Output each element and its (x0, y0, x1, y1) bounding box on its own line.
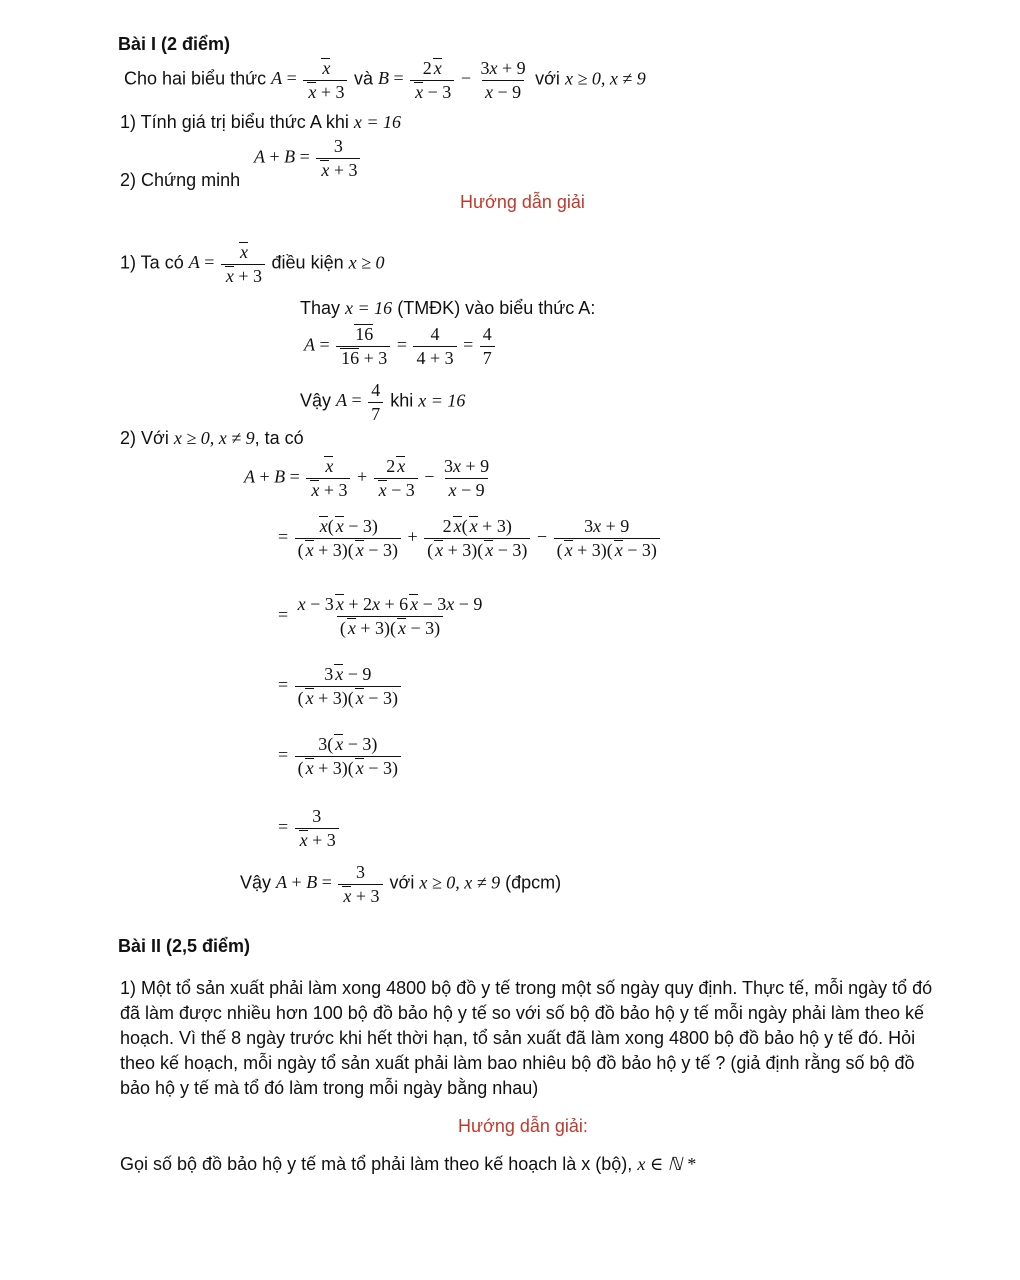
bai1-intro: Cho hai biểu thức (124, 68, 267, 89)
expr-a-def: A = $\frac{x}{x + 3}$ (271, 68, 354, 88)
sol1-thay (300, 298, 595, 320)
bai1-definition (124, 58, 646, 102)
sol1-vay: Vậy (300, 390, 332, 411)
sol1-conclusion (300, 380, 465, 424)
sol1-thay-rest: (TMĐK) vào biểu thức A: (397, 298, 596, 318)
sol1-thay-word: Thay (300, 298, 341, 318)
bai2-problem: 1) Một tổ sản xuất phải làm xong 4800 bộ đồ y tế trong một số ngày quy định. Thực tế, mỗi ngày tổ đó đã làm được nhiều hơn 100 bộ đồ bảo hộ y tế so với số bộ đồ bảo hộ y tế mỗi ngày phải làm theo kế hoạch. Vì thế 8 ngày trước khi hết thời hạn, tổ sản xuất đã làm xong 4800 bộ đồ bảo hộ y tế đó. Hỏi theo kế hoạch, mỗi ngày tổ sản xuất phải làm bao nhiêu bộ đồ bảo hộ y tế ? (giả định rằng số bộ đồ bảo hộ y tế mà tổ đó làm trong mỗi ngày bằng nhau) (120, 978, 933, 1098)
bai1-q1-value: x = 16 (353, 112, 401, 132)
sol2-cond: x ≥ 0, x ≠ 9 (173, 428, 255, 448)
sol1-taco: 1) Ta có (120, 252, 184, 273)
bai2-guide: Hướng dẫn giải: (458, 1116, 588, 1136)
bai1-q1-text: 1) Tính giá trị biểu thức A khi (120, 112, 349, 132)
sol1-khi-value: x = 16 (418, 390, 466, 411)
sol1-thay-value: x = 16 (345, 298, 393, 318)
bai1-guide: Hướng dẫn giải (460, 192, 585, 212)
sol2-step2: = $\frac{x( x - 3)}{( x + 3)( x - 3)}$ + $\frac{2 x( x + 3)}{( x + 3)( x - 3)}$ − $\frac{3x + 9}{( x + 3)( x - 3)}$ (278, 516, 662, 560)
sol2-step5: = $\frac{3( x - 3)}{( x + 3)( x - 3)}$ (278, 734, 403, 778)
sol2-dpcm: (đpcm) (505, 872, 562, 893)
sol2-intro (120, 428, 304, 450)
sol1-line1 (120, 242, 384, 286)
sol2-final-cond: x ≥ 0, x ≠ 9 (419, 872, 501, 893)
expr-b-def: B = $\frac{2 x}{x - 3}$ − $\frac{3x + 9}{x - 9}$ (378, 58, 526, 102)
sol2-step3: = $\frac{x - 3 x + 2x + 6 x - 3x - 9}{( x + 3)( x - 3)}$ (278, 594, 483, 638)
sol1-cond: x ≥ 0 (348, 252, 385, 273)
bai1-condition: x ≥ 0, x ≠ 9 (564, 68, 646, 89)
bai1-va: và (353, 68, 373, 89)
bai1-q1 (120, 112, 401, 134)
bai1-title: Bài I (2 điểm) (118, 34, 231, 54)
bai1-voi: với (535, 68, 560, 89)
sol2-step6: = $\frac{3}{x + 3}$ (278, 806, 341, 850)
sol2-step1: A + B = $\frac{x}{x + 3}$ + $\frac{2 x}{x - 3}$ − $\frac{3x + 9}{x - 9}$ (244, 456, 490, 500)
sol2-voi-word: với (389, 872, 415, 893)
sol2-vay: Vậy (240, 872, 272, 893)
sol1-result: A = $\frac{4}{7}$ (336, 390, 385, 410)
sol2-step4: = $\frac{3 x - 9}{( x + 3)( x - 3)}$ (278, 664, 403, 708)
bai2-goi-text: Gọi số bộ đồ bảo hộ y tế mà tổ phải làm theo kế hoạch là x (bộ), (120, 1154, 633, 1174)
sol1-calc: A = $\frac{16}{16 + 3}$ = $\frac{4}{4 + 3}$ = $\frac{4}{7}$ (304, 324, 497, 368)
sol2-voi: 2) Với (120, 428, 169, 448)
bai2-goi-set: x ∈ ℕ * (637, 1154, 696, 1174)
expr-q2: A + B = $\frac{3}{x + 3}$ (254, 136, 362, 180)
bai2-title: Bài II (2,5 điểm) (118, 936, 251, 956)
sol2-result: A + B = $\frac{3}{x + 3}$ (276, 872, 384, 892)
bai1-q2: 2) Chứng minh (120, 170, 241, 190)
sol1-dieukien: điều kiện (271, 252, 344, 273)
sol1-khi: khi (390, 390, 414, 411)
sol2-taco: , ta có (254, 428, 304, 448)
sol2-conclusion (240, 862, 561, 906)
sol1-a-expr: A = $\frac{x}{x + 3}$ (189, 252, 272, 272)
bai2-goi (120, 1154, 696, 1176)
